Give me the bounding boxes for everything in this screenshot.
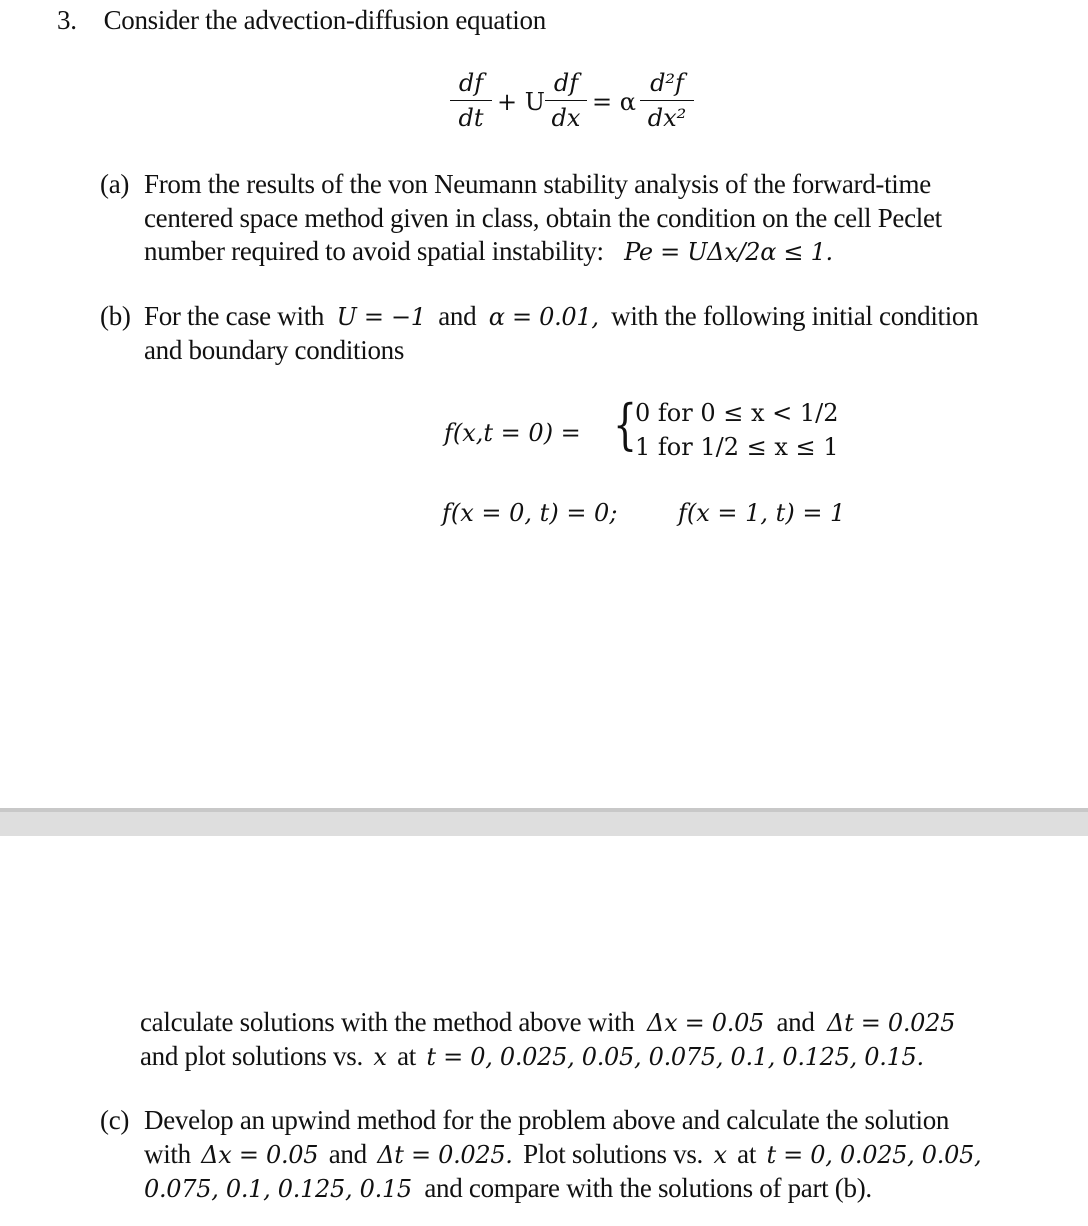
part-c-text-b: and [328,1139,367,1169]
fraction-bar [545,100,587,101]
part-a-line-2: centered space method given in class, obtain the condition on the cell Peclet [144,203,942,233]
fraction-bar [640,100,694,101]
part-c-line-3 [144,1172,872,1205]
continuation-line-2 [140,1040,924,1073]
peclet-condition: Pe = UΔx/2α ≤ 1. [624,238,833,266]
part-b-text-c: with the following initial condition [611,301,979,331]
part-c-text-e: and compare with the solutions of part (b). [424,1173,872,1203]
problem-heading [57,4,546,36]
part-a-line-3 [144,235,833,268]
ic-case-1: 0 for 0 ≤ x < 1/2 [635,399,839,427]
part-c-text-c: Plot solutions vs. [523,1139,703,1169]
part-a-line-1: From the results of the von Neumann stability analysis of the forward-time [144,169,931,199]
dt-value: Δt = 0.025 [827,1009,956,1037]
page-separator [0,808,1088,836]
part-b-text-b: and [438,301,477,331]
part-c-time-list-start: t = 0, 0.025, 0.05, [766,1141,982,1169]
fraction-numerator: df [553,69,579,97]
document-page-bottom [0,836,1088,1226]
part-a-label: (a) [100,169,130,199]
diffusivity-value: α = 0.01, [488,303,599,331]
problem-number: 3. [57,5,77,35]
ic-case-2: 1 for 1/2 ≤ x ≤ 1 [635,433,839,461]
bc-left: f(x = 0, t) = 0; [442,499,618,527]
left-brace: { [613,393,638,456]
fraction-denominator: dx² [647,104,687,132]
time-list: t = 0, 0.025, 0.05, 0.075, 0.1, 0.125, 0.15. [426,1043,924,1071]
problem-intro: Consider the advection-diffusion equation [103,5,546,35]
continuation-text-a: calculate solutions with the method above with [140,1007,635,1037]
part-c-line-1: Develop an upwind method for the problem above and calculate the solution [144,1105,950,1135]
fraction-denominator: dx [551,104,581,132]
part-c-line-2 [144,1138,981,1171]
part-b-line-2: and boundary conditions [144,335,405,365]
ic-lhs: f(x,t = 0) = [444,419,581,447]
equals-alpha: = α [592,88,636,116]
part-b-line-1 [144,300,978,333]
part-c-time-list-end: 0.075, 0.1, 0.125, 0.15 [144,1175,412,1203]
fraction-df-dx [545,68,587,133]
dx-value: Δx = 0.05 [647,1009,765,1037]
fraction-denominator: dt [458,104,484,132]
part-c-x-variable: x [713,1141,727,1169]
part-c-text-a: with [144,1139,191,1169]
fraction-numerator: d²f [650,69,684,97]
part-b-label: (b) [100,301,131,331]
x-variable: x [373,1043,387,1071]
part-c-dx-value: Δx = 0.05 [201,1141,319,1169]
part-a-line-3-text: number required to avoid spatial instability: [144,236,604,266]
continuation-line-1 [140,1006,955,1039]
continuation-text-c: and plot solutions vs. [140,1041,363,1071]
continuation-text-d: at [397,1041,416,1071]
part-b-text-a: For the case with [144,301,325,331]
velocity-value: U = −1 [336,303,426,331]
part-c-dt-value: Δt = 0.025. [377,1141,513,1169]
bc-right: f(x = 1, t) = 1 [678,499,846,527]
fraction-numerator: df [458,69,484,97]
fraction-df-dt [450,68,492,133]
continuation-text-b: and [776,1007,815,1037]
fraction-d2f-dx2 [640,68,694,133]
part-c-label: (c) [100,1105,130,1135]
fraction-bar [450,100,492,101]
plus-U: + U [497,88,545,116]
part-c-text-d: at [737,1139,757,1169]
